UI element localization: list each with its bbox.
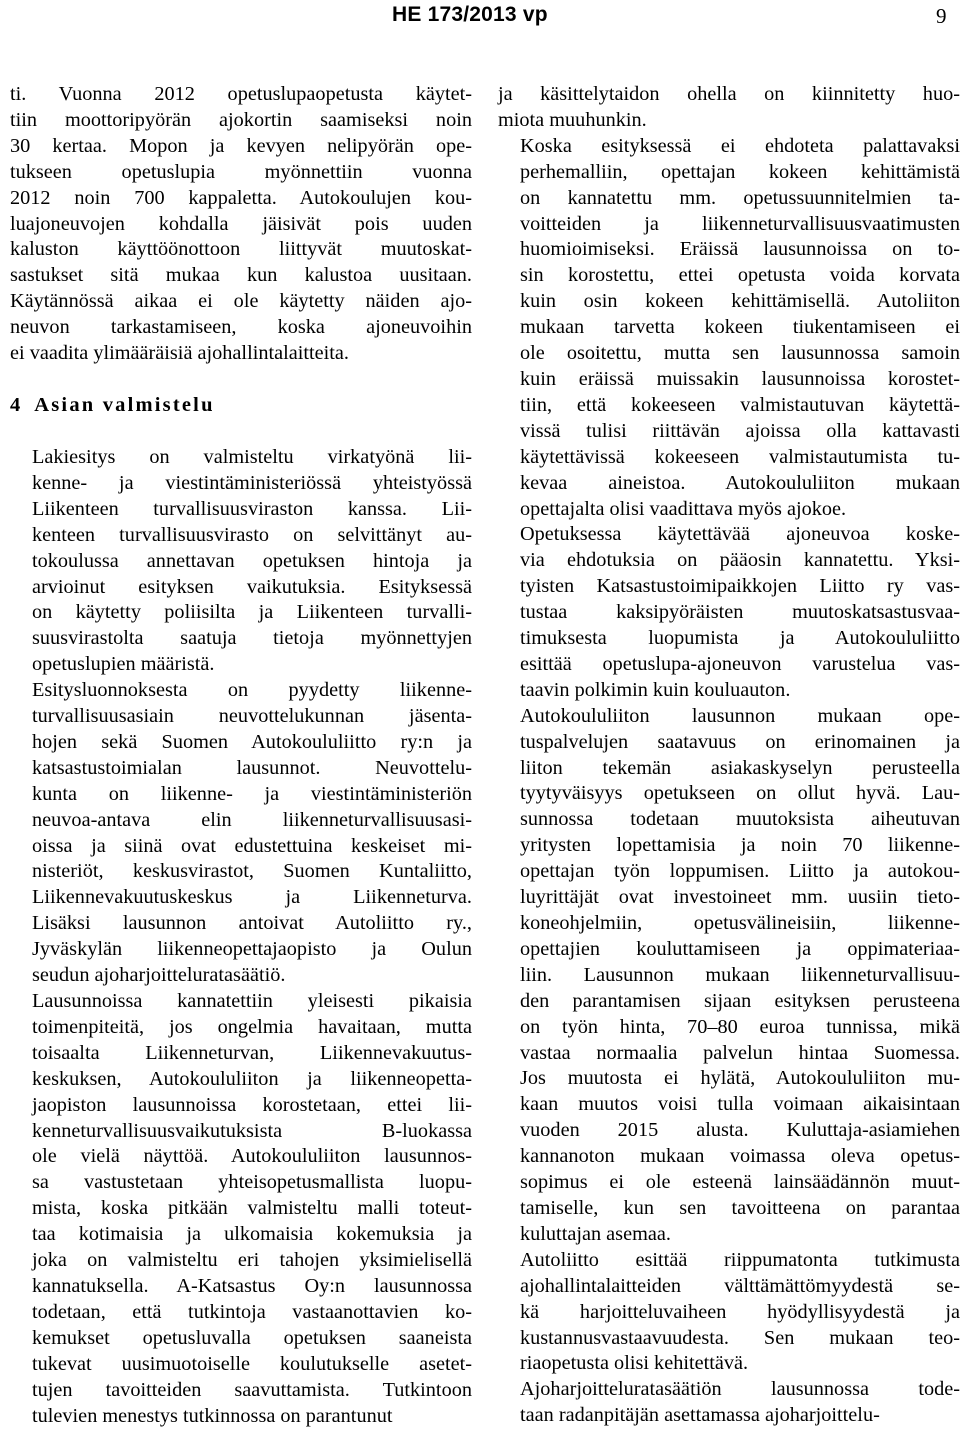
text-line: tyisten Katsastustoimipaikkojen Liitto ry vas- xyxy=(498,574,960,600)
text-line: liiton tekemän asiakaskyselyn perusteella xyxy=(498,756,960,782)
text-line: suusvirastolta saatuja tietoja myönnettyjen xyxy=(10,626,472,652)
text-line: Autoliitto esittää riippumatonta tutkimusta xyxy=(498,1248,960,1274)
text-line: nisteriöt, keskusvirastot, Suomen Kuntaliitto, xyxy=(10,859,472,885)
text-line: Lisäksi lausunnon antoivat Autoliitto ry., xyxy=(10,911,472,937)
text-line: opettajien kouluttamiseen ja oppimateriaa- xyxy=(498,937,960,963)
text-line: käytettävissä kokeeseen valmistautumista tu- xyxy=(498,445,960,471)
text-line: sa vastustetaan yhteisopetusmallista luopu- xyxy=(10,1170,472,1196)
text-line: miota muuhunkin. xyxy=(498,108,960,134)
text-line: ja käsittelytaidon ohella on kiinnitetty huo- xyxy=(498,82,960,108)
text-line: tukseen opetuslupia myönnettiin vuonna xyxy=(10,160,472,186)
text-line: ole vielä näyttöä. Autokoululiiton lausunnos- xyxy=(10,1144,472,1170)
text-line: Opetuksessa käytettävää ajoneuvoa koske- xyxy=(498,522,960,548)
text-line: vastaa normaalia palvelun hintaa Suomessa. xyxy=(498,1041,960,1067)
text-line: Lakiesitys on valmisteltu virkatyönä lii- xyxy=(10,445,472,471)
text-line: den parantamisen sijaan esityksen perusteena xyxy=(498,989,960,1015)
text-line: taa kotimaisia ja ulkomaisia kokemuksia ja xyxy=(10,1222,472,1248)
text-line: toisaalta Liikenneturvan, Liikennevakuutus- xyxy=(10,1041,472,1067)
text-line: tulevien menestys tutkinnossa on parantunut xyxy=(10,1404,472,1429)
text-line: kuin osin kokeen kehittämisellä. Autoliiton xyxy=(498,289,960,315)
text-line: sopimus ei ole esteenä lainsäädännön muut- xyxy=(498,1170,960,1196)
paragraph xyxy=(498,1248,960,1378)
text-line: liin. Lausunnon mukaan liikenneturvallisuu- xyxy=(498,963,960,989)
text-line: mista, koska pitkään valmisteltu malli toteut- xyxy=(10,1196,472,1222)
text-line: turvallisuusasiain neuvottelukunnan jäsenta- xyxy=(10,704,472,730)
text-line: mukaan tarvetta kokeen tiukentamiseen ei xyxy=(498,315,960,341)
text-line: tamiselle, kun sen tavoitteena on parantaa xyxy=(498,1196,960,1222)
paragraph xyxy=(498,82,960,134)
text-line: kuluttajan asemaa. xyxy=(498,1222,960,1248)
page-number: 9 xyxy=(936,4,947,29)
paragraph xyxy=(10,678,472,989)
text-line: Liikenteen turvallisuusviraston kanssa. Lii- xyxy=(10,497,472,523)
text-line: vuoden 2015 alusta. Kuluttaja-asiamiehen xyxy=(498,1118,960,1144)
text-line: sin korostettu, ettei opetusta voida korvata xyxy=(498,263,960,289)
text-line: opettajalta olisi vaadittava myös ajokoe. xyxy=(498,497,960,523)
text-line: sastukset sitä mukaa kun kalustoa uusitaan. xyxy=(10,263,472,289)
text-line: taavin polkimin kuin kouluauton. xyxy=(498,678,960,704)
text-line: tustaa kaksipyöräisten muutoskatsastusvaa- xyxy=(498,600,960,626)
text-line: via ehdotuksia on pääosin kannatettu. Yksi- xyxy=(498,548,960,574)
text-line: kustannusvastaavuudesta. Sen mukaan teo- xyxy=(498,1326,960,1352)
text-line: taan radanpitäjän asettamassa ajoharjoittelu- xyxy=(498,1403,960,1429)
text-line: tukevat uusimuotoiselle koulutukselle asetet- xyxy=(10,1352,472,1378)
text-line: timuksesta luopumista ja Autokoululiitto xyxy=(498,626,960,652)
text-line: luajoneuvojen kohdalla jäisivät pois uuden xyxy=(10,212,472,238)
text-line: kenteen turvallisuusvirasto on selvittänyt au- xyxy=(10,523,472,549)
text-line: 30 kertaa. Mopon ja kevyen nelipyörän ope- xyxy=(10,134,472,160)
paragraph xyxy=(498,704,960,1248)
text-line: arvioinut esityksen vaikutuksia. Esityksessä xyxy=(10,575,472,601)
text-line: ole osoitettu, mutta sen lausunnossa samoin xyxy=(498,341,960,367)
page-header xyxy=(0,0,960,40)
text-line: kemukset opetusluvalla opetuksen saaneista xyxy=(10,1326,472,1352)
text-line: ajohallintalaitteiden välttämättömyydestä se- xyxy=(498,1274,960,1300)
text-line: kuin eräissä muissakin lausunnoissa korostet- xyxy=(498,367,960,393)
right-column xyxy=(498,82,960,1429)
text-line: neuvoa-antava elin liikenneturvallisuusasi- xyxy=(10,808,472,834)
paragraph xyxy=(498,1377,960,1429)
text-line: kannanoton mukaan voimassa oleva opetus- xyxy=(498,1144,960,1170)
text-line: opettajan työn loppumisen. Liitto ja autokou- xyxy=(498,859,960,885)
text-line: ti. Vuonna 2012 opetuslupaopetusta käytet- xyxy=(10,82,472,108)
text-line: esittää opetuslupa-ajoneuvon varustelua vas- xyxy=(498,652,960,678)
text-line: keskuksen, Autokoululiiton ja liikenneopetta- xyxy=(10,1067,472,1093)
paragraph xyxy=(498,134,960,523)
text-line: Liikennevakuutuskeskus ja Liikenneturva. xyxy=(10,885,472,911)
text-line: sunnossa todetaan muutoksista aiheutuvan xyxy=(498,807,960,833)
text-line: oissa ja siinä ovat edustettuina keskeiset mi- xyxy=(10,834,472,860)
text-line: Käytännössä aikaa ei ole käytetty näiden ajo- xyxy=(10,289,472,315)
text-line: Koska esityksessä ei ehdoteta palattavaksi xyxy=(498,134,960,160)
text-line: Jos muutosta ei hylätä, Autokoululiiton mu- xyxy=(498,1066,960,1092)
text-line: on kannatettu mm. opetussuunnitelmien ta- xyxy=(498,186,960,212)
text-line: perhemalliin, opettajan kokeen kehittämistä xyxy=(498,160,960,186)
text-line: kannatuksella. A-Katsastus Oy:n lausunnossa xyxy=(10,1274,472,1300)
text-line: kenne- ja viestintäministeriössä yhteistyössä xyxy=(10,471,472,497)
section-heading xyxy=(10,392,472,418)
text-line: toimenpiteitä, jos ongelmia havaitaan, mutta xyxy=(10,1015,472,1041)
text-line: on käytetty poliisilta ja Liikenteen turvalli- xyxy=(10,600,472,626)
text-line: Lausunnoissa kannatettiin yleisesti pikaisia xyxy=(10,989,472,1015)
text-line: kaluston käyttöönottoon liittyvät muutoskat- xyxy=(10,237,472,263)
text-line: vissä tulisi riittävän ajoissa olla kattavasti xyxy=(498,419,960,445)
text-line: on työn hinta, 70–80 euroa tunnissa, mikä xyxy=(498,1015,960,1041)
paragraph xyxy=(10,445,472,678)
text-line: tujen tavoitteiden saavuttamista. Tutkintoon xyxy=(10,1378,472,1404)
text-line: katsastustoimialan lausunnot. Neuvottelu- xyxy=(10,756,472,782)
text-line: Esitysluonnoksesta on pyydetty liikenne- xyxy=(10,678,472,704)
text-line: riaopetusta olisi kehitettävä. xyxy=(498,1351,960,1377)
paragraph xyxy=(10,82,472,367)
text-line: tiin moottoripyörän ajokortin saamiseksi noin xyxy=(10,108,472,134)
text-line: koneohjelmiin, opetusvälineisiin, liikenne- xyxy=(498,911,960,937)
text-line: ei vaadita ylimääräisiä ajohallintalaitteita. xyxy=(10,341,472,367)
text-line: kevaa aineistoa. Autokoululiiton mukaan xyxy=(498,471,960,497)
text-line: Jyväskylän liikenneopettajaopisto ja Oulun xyxy=(10,937,472,963)
text-line: kenneturvallisuusvaikutuksista B-luokassa xyxy=(10,1119,472,1145)
text-line: neuvon tarkastamiseen, koska ajoneuvoihin xyxy=(10,315,472,341)
section-number: 4 xyxy=(10,392,20,418)
text-line: Autokoululiiton lausunnon mukaan ope- xyxy=(498,704,960,730)
text-line: yritysten lopettamisia ja noin 70 liikenne- xyxy=(498,833,960,859)
text-line: kä harjoitteluvaiheen hyödyllisyydestä ja xyxy=(498,1300,960,1326)
document-id: HE 173/2013 vp xyxy=(392,3,548,27)
left-column xyxy=(10,82,472,1429)
paragraph xyxy=(498,522,960,703)
text-line: kaan muutos voisi tulla voimaan aikaisintaan xyxy=(498,1092,960,1118)
text-line: kunta on liikenne- ja viestintäministeriön xyxy=(10,782,472,808)
text-line: tiin, että kokeeseen valmistautuvan käytettä- xyxy=(498,393,960,419)
text-line: Ajoharjoitteluratasäätiön lausunnossa tode- xyxy=(498,1377,960,1403)
text-line: 2012 noin 700 kappaletta. Autokoulujen kou- xyxy=(10,186,472,212)
text-line: huomioimiseksi. Eräissä lausunnoissa on to- xyxy=(498,237,960,263)
text-line: hojen sekä Suomen Autokoululiitto ry:n ja xyxy=(10,730,472,756)
section-title: Asian valmistelu xyxy=(34,394,214,416)
text-line: tyytyväisyys opetukseen on ollut hyvä. Lau- xyxy=(498,781,960,807)
text-line: voitteiden ja liikenneturvallisuusvaatimusten xyxy=(498,212,960,238)
text-line: tokoulussa annettavan opetuksen hintoja ja xyxy=(10,549,472,575)
text-line: luyrittäjät ovat investoineet mm. uusiin tieto- xyxy=(498,885,960,911)
paragraph xyxy=(10,989,472,1429)
text-line: opetuslupien määristä. xyxy=(10,652,472,678)
text-line: seudun ajoharjoitteluratasäätiö. xyxy=(10,963,472,989)
text-line: tuspalvelujen saatavuus on erinomainen ja xyxy=(498,730,960,756)
text-line: joka on valmisteltu eri tahojen yksimielisellä xyxy=(10,1248,472,1274)
text-line: todetaan, että tutkintoja vastaanottavien ko- xyxy=(10,1300,472,1326)
text-line: jaopiston lausunnoissa korostetaan, ettei lii- xyxy=(10,1093,472,1119)
